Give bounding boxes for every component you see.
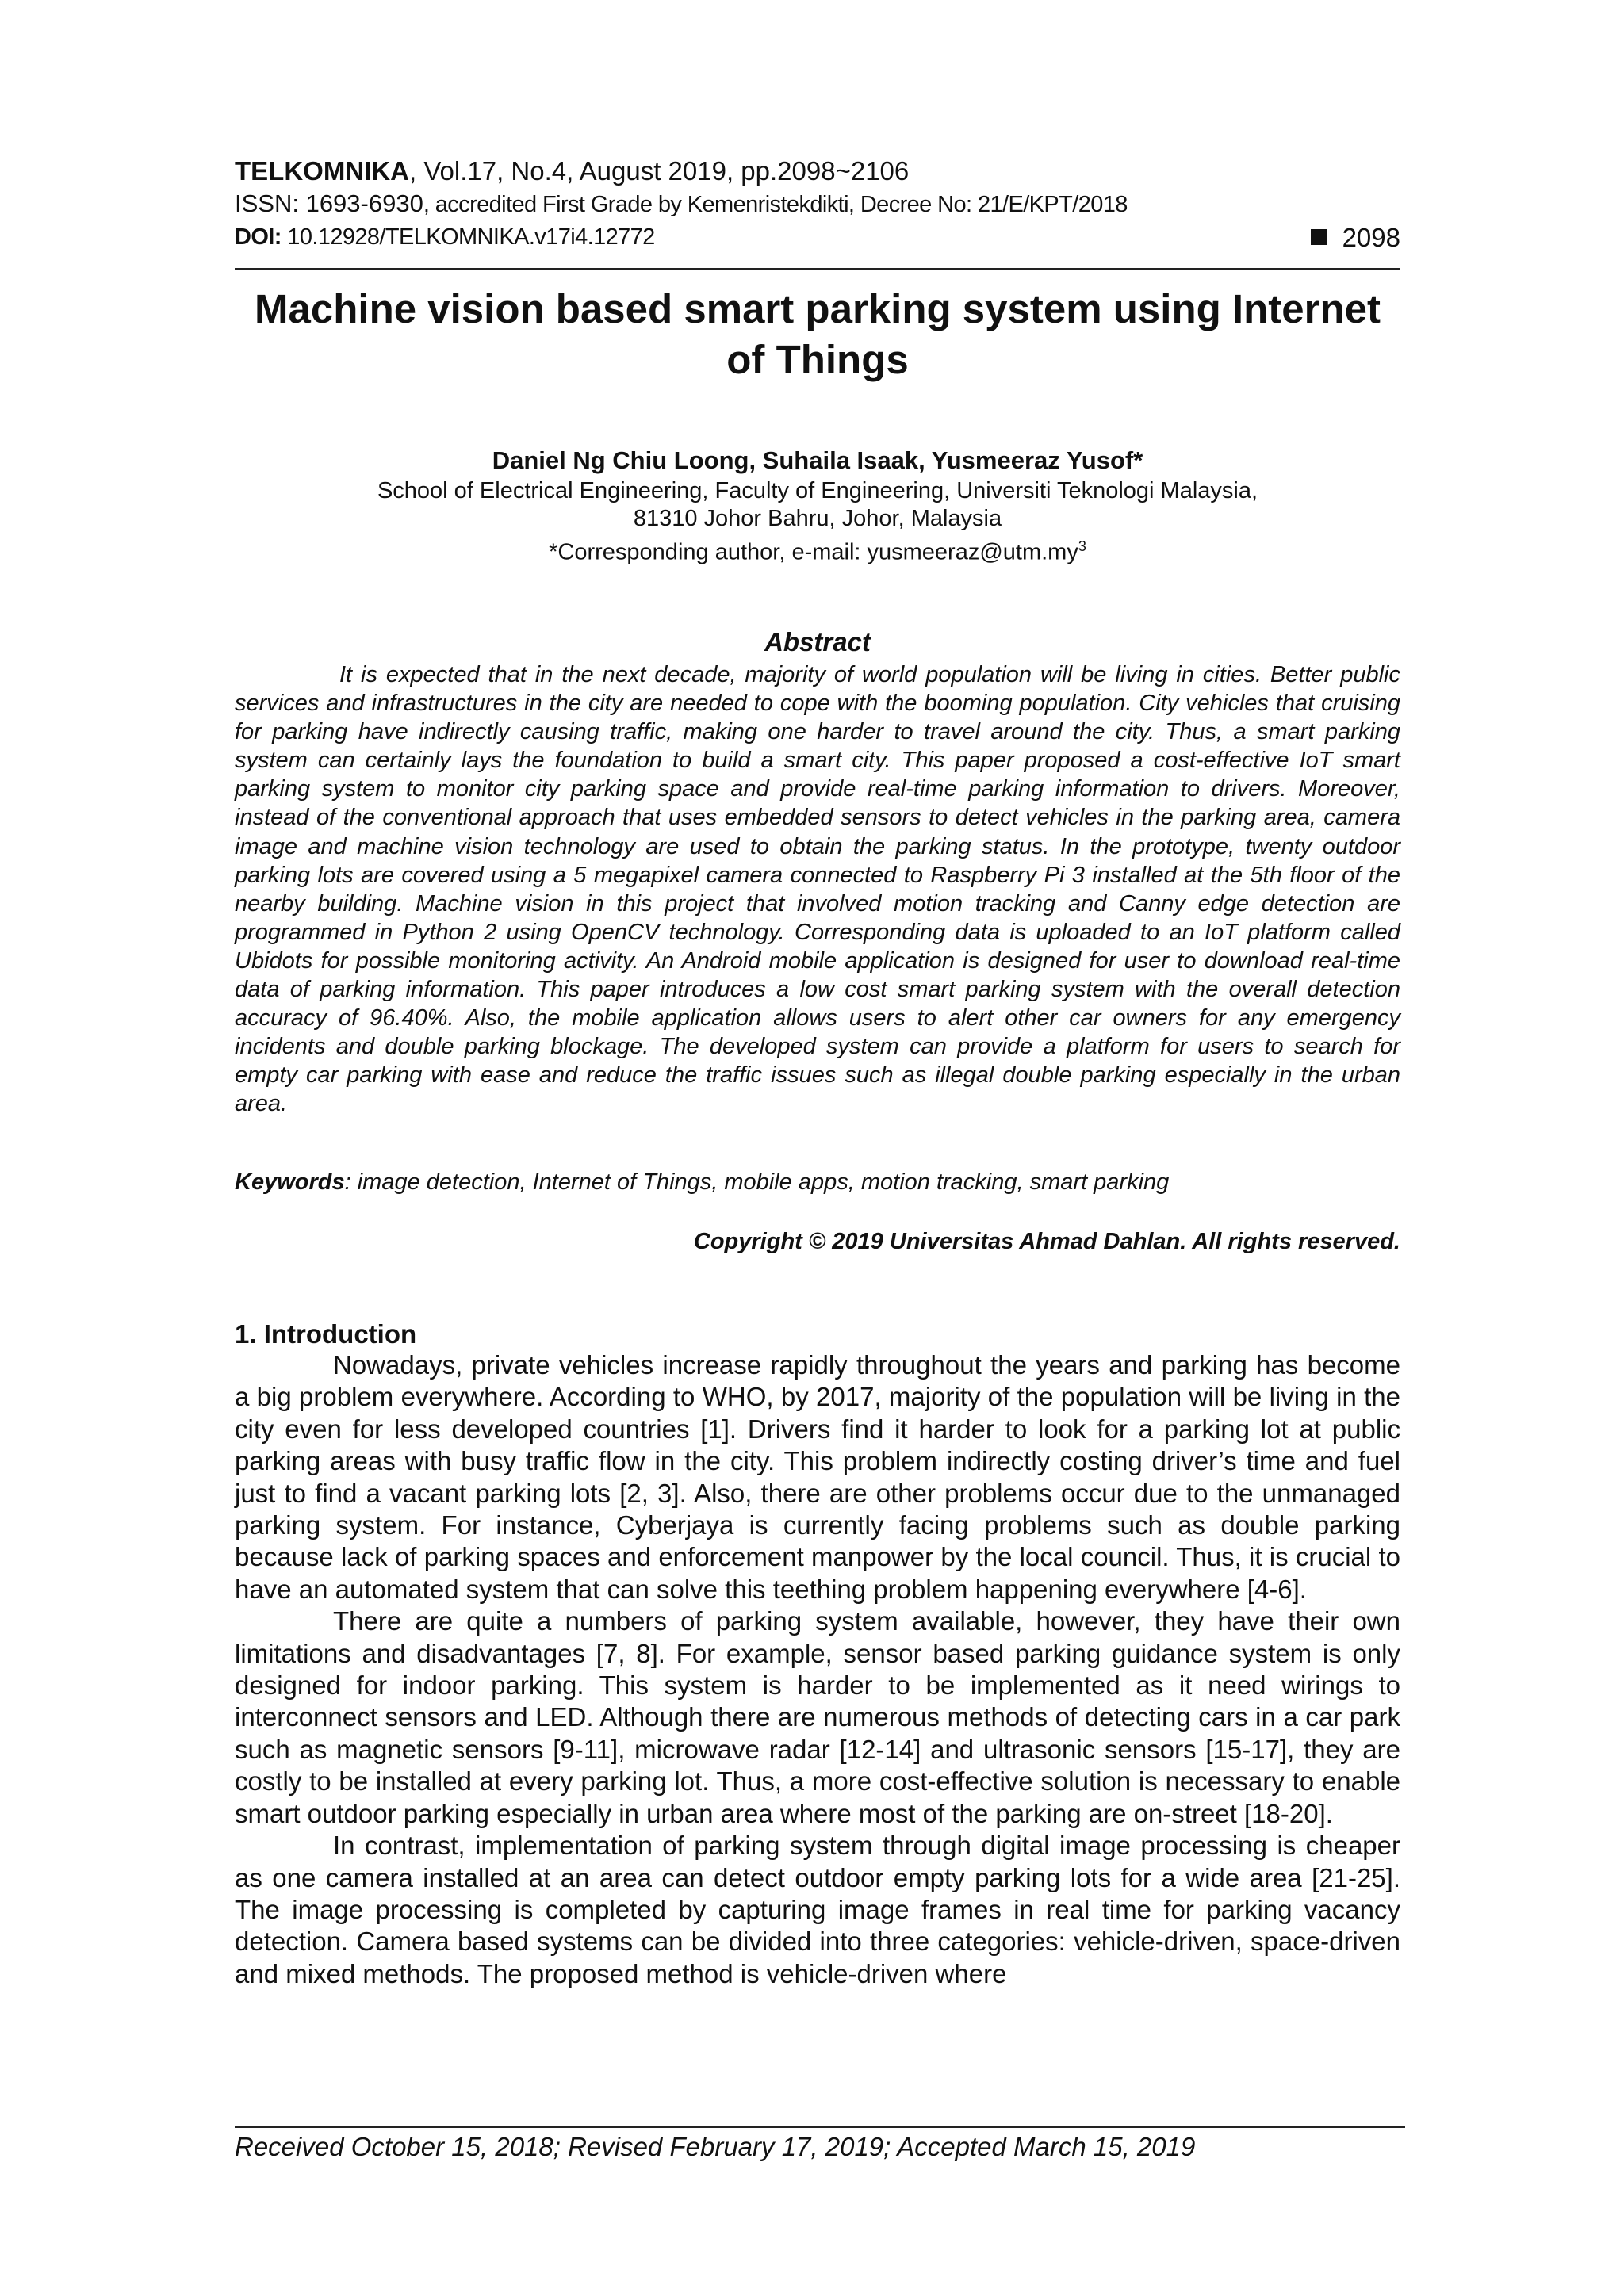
keywords-label: Keywords <box>235 1169 345 1195</box>
paragraph: In contrast, implementation of parking system through digital image processing is cheaper as one camera installed at an area can detect outdoor empty parking lots for a wide area [21-25]. The image processing is completed by capturing image frames in real time for parking vacancy detection. Camera based systems can be divided into three categories: vehicle-driven, space-driven and mixed methods. The proposed method is vehicle-driven where <box>235 1831 1400 1988</box>
journal-details: , Vol.17, No.4, August 2019, pp.2098~2106 <box>408 156 910 186</box>
square-bullet-icon <box>1311 229 1327 245</box>
affiliation-line-2: 81310 Johor Bahru, Johor, Malaysia <box>633 506 1002 531</box>
journal-citation-line <box>235 155 1400 187</box>
doi-value: 10.12928/TELKOMNIKA.v17i4.12772 <box>281 224 655 250</box>
header-divider <box>235 268 1400 270</box>
issn-label: ISSN: 1693-6930 <box>235 189 423 217</box>
affiliation-line-1: School of Electrical Engineering, Faculty of Engineering, Universiti Teknologi Malaysia, <box>377 478 1258 503</box>
keywords-text: : image detection, Internet of Things, mobile apps, motion tracking, smart parking <box>344 1169 1170 1195</box>
corresponding-author-text: *Corresponding author, e-mail: yusmeeraz@utm.my <box>549 539 1078 565</box>
section-heading-introduction: 1. Introduction <box>235 1319 417 1349</box>
journal-name: TELKOMNIKA <box>235 156 409 186</box>
corresponding-author <box>235 533 1400 567</box>
paragraph: Nowadays, private vehicles increase rapidly throughout the years and parking has become a big problem everywhere. According to WHO, by 2017, majority of the population will be living in the city even for less developed countries [1]. Drivers find it harder to look for a parking lot at public parking areas with busy traffic flow in the city. This problem indirectly costing driver’s time and fuel just to find a vacant parking lots [2, 3]. Also, there are other problems occur due to the unmanaged parking system. For instance, Cyberjaya is currently facing problems such as double parking because lack of parking spaces and enforcement manpower by the local council. Thus, it is crucial to have an automated system that can solve this teething problem happening everywhere [4-6]. <box>235 1350 1400 1604</box>
doi-row <box>235 221 1400 254</box>
keywords <box>235 1168 1400 1196</box>
journal-header <box>235 155 1400 254</box>
issn-line <box>235 187 1400 221</box>
footer-divider <box>235 2126 1405 2128</box>
page-number <box>1311 221 1400 254</box>
page-number-value: 2098 <box>1342 223 1400 252</box>
author-list: Daniel Ng Chiu Loong, Suhaila Isaak, Yusmeeraz Yusof* <box>492 446 1143 474</box>
author-block <box>235 444 1400 567</box>
copyright-notice: Copyright © 2019 Universitas Ahmad Dahlan. All rights reserved. <box>693 1229 1400 1254</box>
issn-details: , accredited First Grade by Kemenristekdikti, Decree No: 21/E/KPT/2018 <box>423 192 1128 217</box>
submission-dates: Received October 15, 2018; Revised February 17, 2019; Accepted March 15, 2019 <box>235 2132 1196 2161</box>
paper-title: Machine vision based smart parking system using Internet of Things <box>255 286 1381 382</box>
doi-line <box>235 224 655 250</box>
paragraph: There are quite a numbers of parking system available, however, they have their own limitations and disadvantages [7, 8]. For example, sensor based parking guidance system is only designed for indoor parking. This system is harder to be implemented as it need wirings to interconnect sensors and LED. Although there are numerous methods of detecting cars in a car park such as magnetic sensors [9-11], microwave radar [12-14] and ultrasonic sensors [15-17], they are costly to be installed at every parking lot. Thus, a more cost-effective solution is necessary to enable smart outdoor parking especially in urban area where most of the parking are on-street [18-20]. <box>235 1606 1400 1828</box>
introduction-body <box>235 1349 1400 1990</box>
doi-label: DOI: <box>235 224 282 250</box>
abstract-text: It is expected that in the next decade, majority of world population will be living in cities. Better public services and infrastructures in the city are needed to cope with the booming population. City vehicles that cruising for parking have indirectly causing traffic, making one harder to travel around the city. Thus, a smart parking system can certainly lays the foundation to build a smart city. This paper proposed a cost-effective IoT smart parking system to monitor city parking space and provide real-time parking information to drivers. Moreover, instead of the conventional approach that uses embedded sensors to detect vehicles in the parking area, camera image and machine vision technology are used to obtain the parking status. In the prototype, twenty outdoor parking lots are covered using a 5 megapixel camera connected to Raspberry Pi 3 installed at the 5th floor of the nearby building. Machine vision in this project that involved motion tracking and Canny edge detection are programmed in Python 2 using OpenCV technology. Corresponding data is uploaded to an IoT platform called Ubidots for possible monitoring activity. An Android mobile application is designed for user to download real-time data of parking information. This paper introduces a low cost smart parking system with the overall detection accuracy of 96.40%. Also, the mobile application allows users to alert other car owners for any emergency incidents and double parking blockage. The developed system can provide a platform for users to search for empty car parking with ease and reduce the traffic issues such as illegal double parking especially in the urban area. <box>235 662 1400 1117</box>
abstract-heading: Abstract <box>764 627 871 656</box>
corresponding-author-superscript: 3 <box>1078 538 1086 554</box>
